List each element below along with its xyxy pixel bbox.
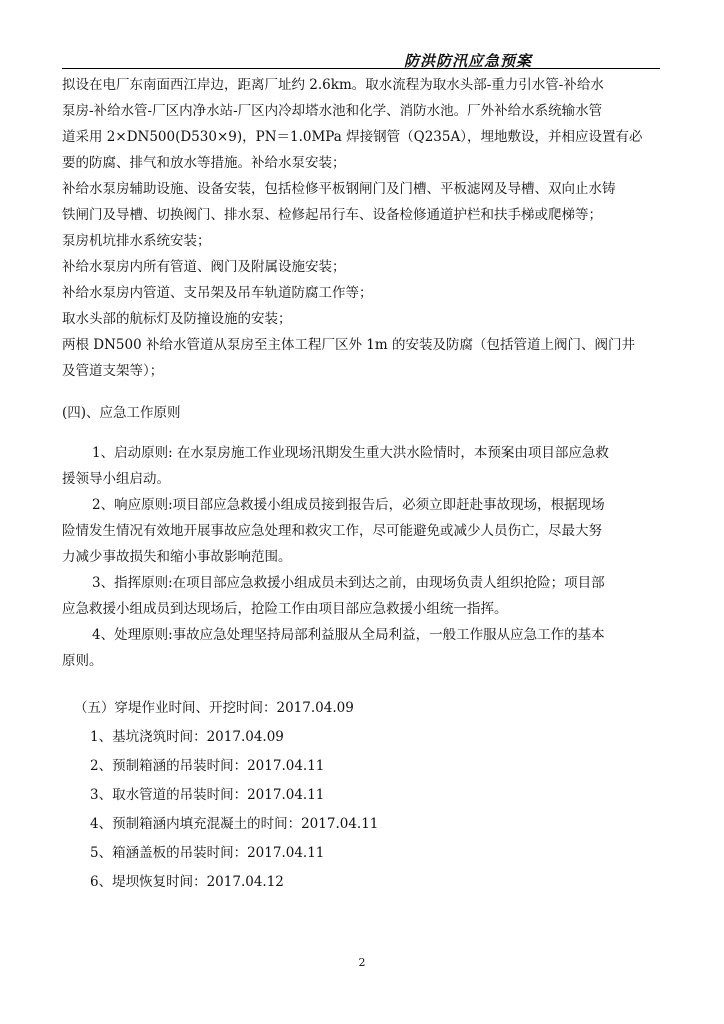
principle-line: 2、响应原则:项目部应急救援小组成员接到报告后，必须立即赶赴事故现场，根据现场 — [92, 497, 605, 513]
intro-line: 要的防腐、排气和放水等措施。补给水泵安装； — [62, 155, 346, 171]
intro-line: 补给水泵房辅助设施、设备安装，包括检修平板钢闸门及门槽、平板滤网及导槽、双向止水铸 — [62, 181, 616, 197]
intro-line: 拟设在电厂东南面西江岸边，距离厂址约 2.6km。取水流程为取水头部-重力引水管-补给水 — [62, 77, 604, 93]
principle-line: 应急救援小组成员到达现场后，抢险工作由项目部应急救援小组统一指挥。 — [62, 601, 508, 617]
principle-line: 3、指挥原则:在项目部应急救援小组成员未到达之前，由现场负责人组织抢险；项目部 — [92, 575, 605, 591]
intro-line: 铁闸门及导槽、切换阀门、排水泵、检修起吊行车、设备检修通道护栏和扶手梯或爬梯等； — [62, 207, 602, 223]
intro-line: 补给水泵房内管道、支吊架及吊车轨道防腐工作等； — [62, 285, 373, 301]
principle-line: 力减少事故损失和缩小事故影响范围。 — [62, 549, 292, 565]
schedule-heading: （五）穿堤作业时间、开挖时间：2017.04.09 — [74, 700, 354, 716]
document-header-title: 防洪防汛应急预案 — [403, 52, 532, 70]
principle-line: 援领导小组启动。 — [62, 471, 170, 487]
schedule-section — [62, 694, 666, 897]
intro-section — [62, 72, 666, 384]
page-number: 2 — [358, 956, 366, 969]
schedule-item: 2、预制箱涵的吊装时间：2017.04.11 — [90, 758, 325, 774]
intro-line: 取水头部的航标灯及防撞设施的安装； — [62, 311, 292, 327]
intro-line: 及管道支架等）； — [62, 363, 164, 379]
schedule-item: 3、取水管道的吊装时间：2017.04.11 — [90, 787, 325, 803]
principle-line: 1、启动原则: 在水泵房施工作业现场汛期发生重大洪水险情时，本预案由项目部应急救 — [92, 445, 609, 461]
intro-line: 泵房-补给水管-厂区内净水站-厂区内冷却塔水池和化学、消防水池。厂外补给水系统输水管 — [62, 103, 603, 119]
principle-line: 原则。 — [62, 653, 103, 669]
intro-line: 两根 DN500 补给水管道从泵房至主体工程厂区外 1m 的安装及防腐（包括管道上阀门、阀门井 — [62, 337, 635, 353]
header-rule — [62, 68, 660, 69]
principles-heading: (四)、应急工作原则 — [62, 405, 181, 421]
schedule-item: 4、预制箱涵内填充混凝土的时间：2017.04.11 — [90, 816, 379, 832]
page-content — [62, 72, 666, 897]
schedule-item: 1、基坑浇筑时间：2017.04.09 — [90, 729, 284, 745]
intro-line: 补给水泵房内所有管道、阀门及附属设施安装； — [62, 259, 346, 275]
schedule-item: 6、堤坝恢复时间：2017.04.12 — [90, 874, 284, 890]
principle-line: 4、处理原则:事故应急处理坚持局部利益服从全局利益，一般工作服从应急工作的基本 — [92, 627, 605, 643]
principles-section — [62, 400, 666, 674]
intro-line: 道采用 2×DN500(D530×9)，PN＝1.0MPa 焊接钢管（Q235A），埋地敷设，并相应设置有必 — [62, 129, 643, 145]
principle-line: 险情发生情况有效地开展事故应急处理和救灾工作，尽可能避免或减少人员伤亡，尽最大努 — [62, 523, 602, 539]
intro-line: 泵房机坑排水系统安装； — [62, 233, 211, 249]
schedule-item: 5、箱涵盖板的吊装时间：2017.04.11 — [90, 845, 325, 861]
